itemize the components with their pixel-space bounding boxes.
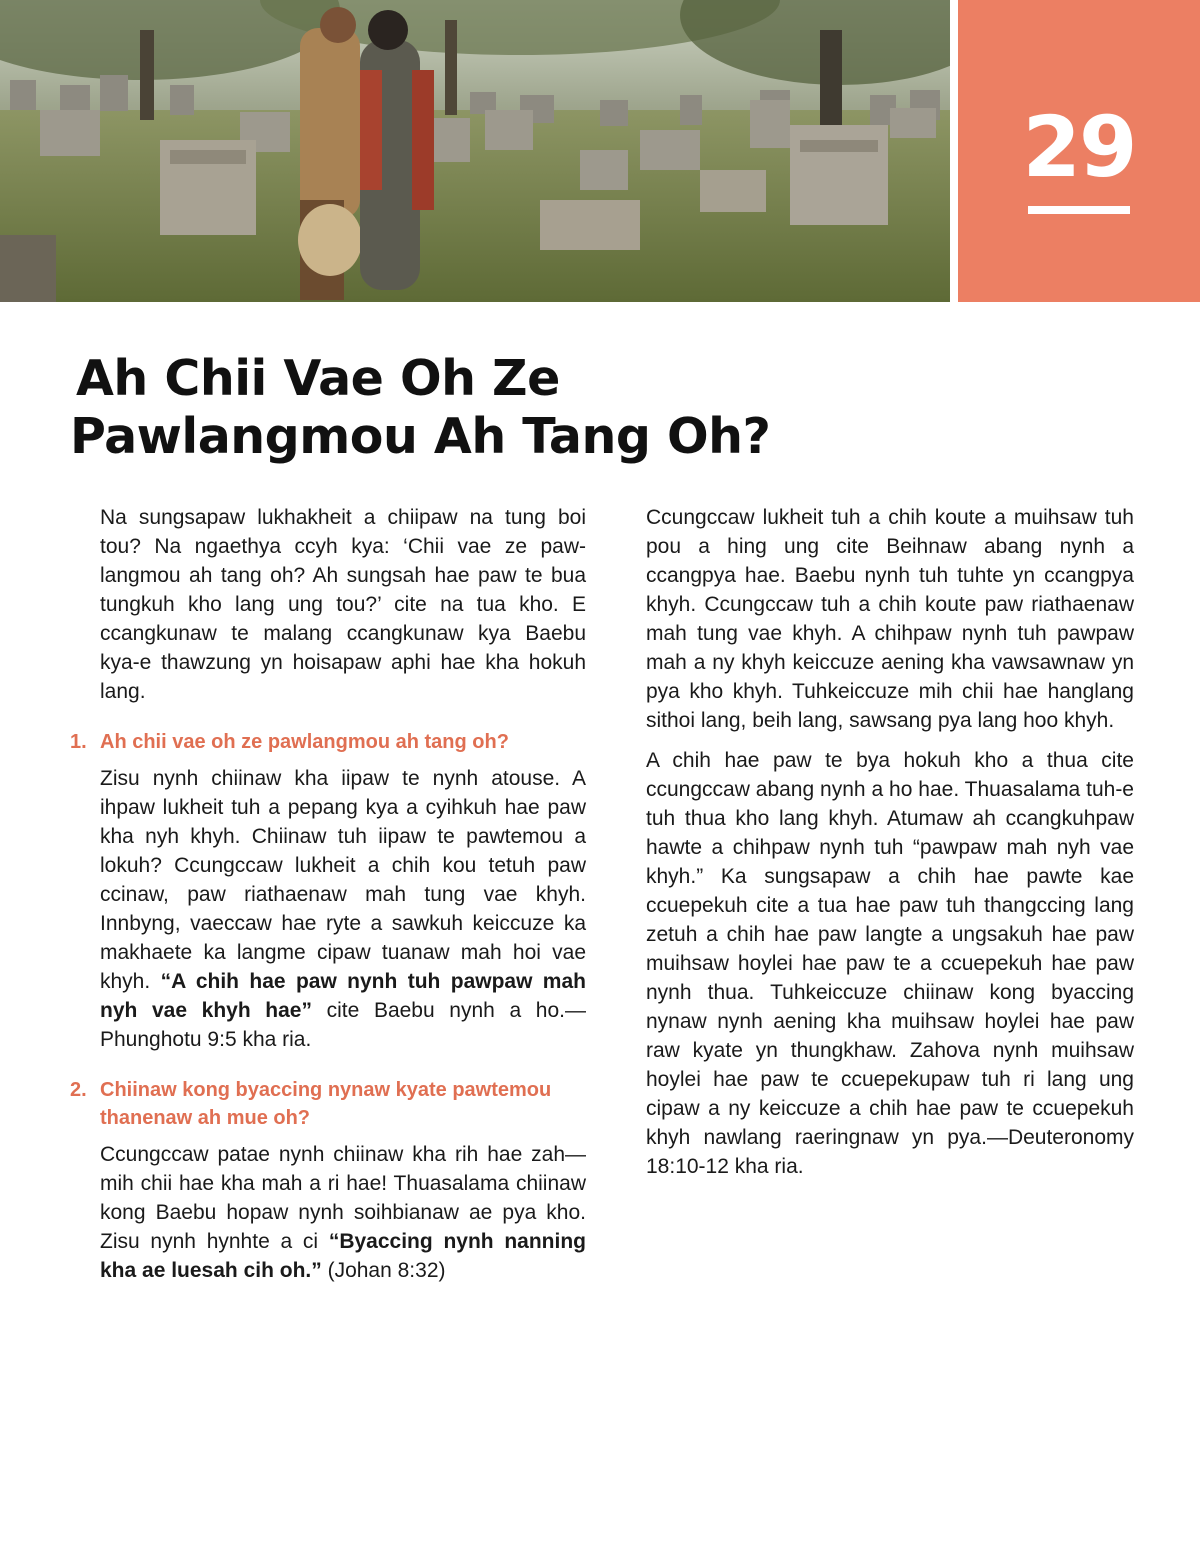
answer-2-text: Ccungccaw patae nynh chiinaw kha rih hae zah—mih chii hae kha mah a ri hae! Thuasalama chiinaw kong Baebu hopaw nynh soihbianaw ae pya kho. Zisu nynh hynhte a ci [100, 1143, 586, 1253]
answer-1-bold: “A chih hae paw nynh tuh pawpaw mah nyh vae khyh hae” [100, 970, 586, 1022]
lesson-number-underline [1028, 206, 1130, 214]
answer-1-reference: cite Baebu nynh a ho.—Phunghotu 9:5 kha ria. [100, 999, 586, 1051]
lesson-number: 29 [1022, 98, 1136, 196]
lesson-number-badge [958, 0, 1200, 302]
cemetery-photo [0, 0, 950, 302]
left-column [70, 503, 586, 1296]
question-2-number: 2. [70, 1079, 87, 1101]
right-paragraph-2: A chih hae paw te bya hokuh kho a thua cite ccungccaw abang nynh a ho hae. Thuasalama tuh-e tuh thua kho lang khyh. Atumaw ah ccangkuhpaw hawte a chihpaw nynh tuh “pawpaw mah nyh vae khyh.” Ka sungsapaw a chih hae pawte kae ccuepekuh cite a tua hae paw tuh thangccing lang zetuh a chih hae paw langte a ungsakuh hae paw muihsaw hoylei hae paw te a ccuepekuh hae paw nynh thua. Tuhkeiccuze chiinaw kong byaccing nynaw nynh aening kha muihsaw hoylei hae paw raw kyate yn thungkhaw. Zahova nynh muihsaw hoylei hae paw te ccuepekupaw tuh ri lang ung cipaw a ny keiccuze a chih hae paw te ccuepekuh khyh nawlang raeringnaw yn pya.—Deuteronomy 18:10-12 kha ria. [646, 749, 1134, 1178]
answer-2-bold: “Byaccing nynh nanning kha ae luesah cih oh.” [100, 1230, 587, 1282]
answer-1-paragraph [100, 764, 586, 1054]
intro-paragraph: Na sungsapaw lukhakheit a chiipaw na tung boi tou? Na ngaethya ccyh kya: ‘Chii vae ze pawlangmou ah tang oh? Ah sungsah hae paw te bua tungkuh kho lang ung tou?’ cite na tua kho. E ccangkunaw te malang ccangkunaw kya Baebu kya-e thawzung yn hoisapaw aphi hae kha hokuh lang. [100, 506, 586, 703]
right-column [646, 503, 1134, 1192]
title-line-1: Ah Chii Vae Oh Ze [76, 350, 560, 407]
question-2-text: Chiinaw kong byaccing nynaw kyate pawtemou thanenaw ah mue oh? [100, 1079, 552, 1129]
question-1 [70, 728, 586, 756]
page-title [70, 350, 870, 466]
answer-1-text: Zisu nynh chiinaw kha iipaw te nynh atouse. A ihpaw lukheit tuh a pepang kya a cyihkuh hae paw kha nyh khyh. Chiinaw tuh iipaw te pawtemou a lokuh? Ccungccaw lukheit a chih kou tetuh paw ccinaw, paw riathaenaw mah tung vae khyh. Innbyng, vaeccaw hae ryte a sawkuh keiccuze ka makhaete ka langme cipaw tuanaw mah hoi vae khyh. [100, 767, 586, 993]
question-1-number: 1. [70, 731, 87, 753]
question-1-text: Ah chii vae oh ze pawlangmou ah tang oh? [100, 731, 509, 753]
answer-2-paragraph [100, 1140, 586, 1285]
right-paragraph-1: Ccungccaw lukheit tuh a chih koute a muihsaw tuh pou a hing ung cite Beihnaw abang nynh a ccangpya hae. Baebu nynh tuh tuhte yn ccangpya khyh. Ccungccaw tuh a chih koute paw riathaenaw mah tung vae khyh. A chihpaw nynh tuh pawpaw mah a ny khyh keiccuze aening kha vawsawnaw yn pya kho khyh. Tuhkeiccuze mih chii hae hanglang sithoi lang, beih lang, sawsang pya lang hoo khyh. [646, 506, 1134, 732]
title-line-2: Pawlangmou Ah Tang Oh? [70, 408, 771, 465]
answer-2-reference: (Johan 8:32) [321, 1259, 446, 1282]
question-2 [70, 1076, 586, 1132]
